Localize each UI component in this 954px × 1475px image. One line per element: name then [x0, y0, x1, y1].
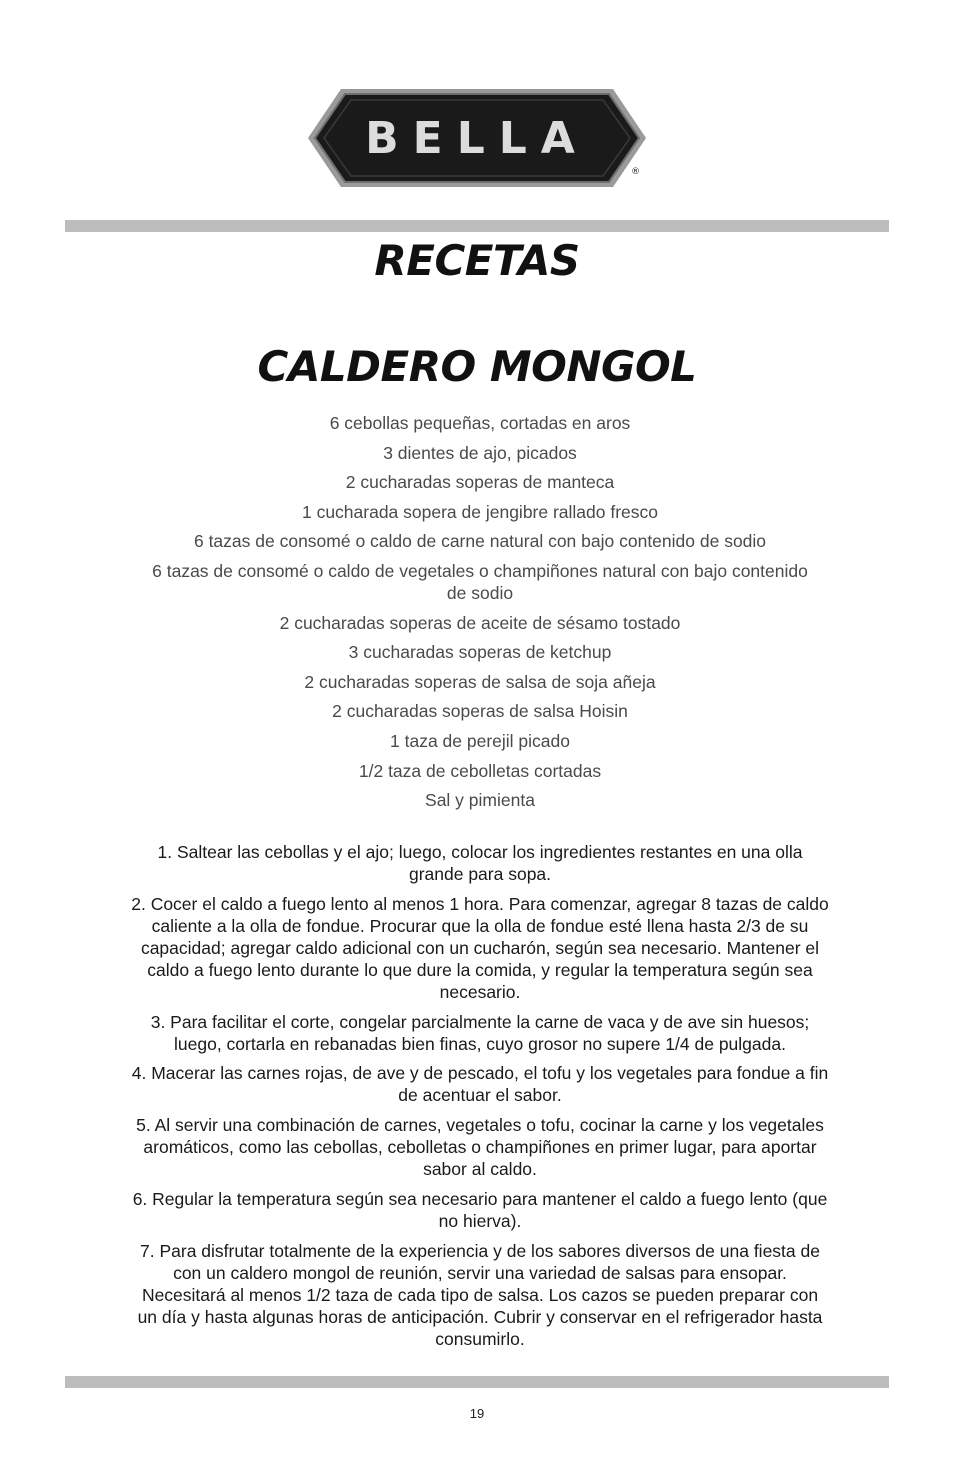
- bottom-divider: [65, 1376, 889, 1388]
- ingredient-item: 3 cucharadas soperas de ketchup: [348, 642, 612, 663]
- instruction-step: 6. Regular la temperatura según sea necesario para mantener el caldo a fuego lento (que no hierva).: [132, 1188, 828, 1231]
- page-number: 19: [469, 1406, 485, 1421]
- bella-logo: [305, 86, 649, 190]
- ingredient-item: 6 cebollas pequeñas, cortadas en aros: [329, 413, 631, 433]
- ingredient-item: 6 tazas de consomé o caldo de vegetales o champiñones natural con bajo contenido de sodio: [152, 560, 808, 603]
- ingredient-item: 6 tazas de consomé o caldo de carne natural con bajo contenido de sodio: [193, 531, 767, 552]
- ingredient-item: 1 cucharada sopera de jengibre rallado fresco: [301, 501, 659, 522]
- ingredient-item: 2 cucharadas soperas de aceite de sésamo tostado: [279, 612, 681, 633]
- ingredient-item: 2 cucharadas soperas de manteca: [345, 472, 615, 493]
- registered-mark: ®: [631, 167, 640, 177]
- section-title: RECETAS: [374, 236, 580, 285]
- instruction-step: 3. Para facilitar el corte, congelar parcialmente la carne de vaca y de ave sin huesos; luego, cortarla en rebanadas bien finas, cuyo grosor no supere 1/4 de pulgada.: [150, 1011, 810, 1054]
- instruction-step: 7. Para disfrutar totalmente de la experiencia y de los sabores diversos de una fiesta de con un caldero mongol de reunión, servir una variedad de salsas para ensopar. Necesitará al menos 1/2 taza de cada tipo de salsa. Los cazos se pueden preparar con un día y hasta algunas horas de anticipación. Cubrir y conservar en el refrigerador hasta consumirlo.: [137, 1240, 823, 1349]
- ingredient-item: 2 cucharadas soperas de salsa de soja añeja: [304, 671, 656, 692]
- instruction-step: 4. Macerar las carnes rojas, de ave y de pescado, el tofu y los vegetales para fondue a fin de acentuar el sabor.: [131, 1063, 829, 1106]
- ingredient-item: 1 taza de perejil picado: [390, 730, 570, 751]
- recipe-title: CALDERO MONGOL: [257, 342, 697, 391]
- ingredient-item: 3 dientes de ajo, picados: [383, 442, 577, 463]
- instructions-list: [130, 841, 830, 1357]
- ingredient-item: Sal y pimienta: [425, 790, 535, 811]
- top-divider: [65, 220, 889, 232]
- ingredient-item: 1/2 taza de cebolletas cortadas: [358, 760, 602, 781]
- ingredient-item: 2 cucharadas soperas de salsa Hoisin: [332, 701, 628, 722]
- instruction-step: 1. Saltear las cebollas y el ajo; luego, colocar los ingredientes restantes en una olla grande para sopa.: [157, 842, 803, 885]
- logo-wordmark: BELLA: [365, 113, 589, 164]
- ingredients-list: [150, 412, 810, 819]
- instruction-step: 5. Al servir una combinación de carnes, vegetales o tofu, cocinar la carne y los vegetales aromáticos, como las cebollas, cebolletas o champiñones en primer lugar, para aportar sabor al caldo.: [136, 1115, 824, 1180]
- instruction-step: 2. Cocer el caldo a fuego lento al menos 1 hora. Para comenzar, agregar 8 tazas de caldo caliente a la olla de fondue. Procurar que la olla de fondue esté llena hasta 2/3 de su capacidad; agregar caldo adicional con un cucharón, según sea necesario. Mantener el caldo a fuego lento durante lo que dure la comida, y regular la temperatura según sea necesario.: [131, 893, 829, 1003]
